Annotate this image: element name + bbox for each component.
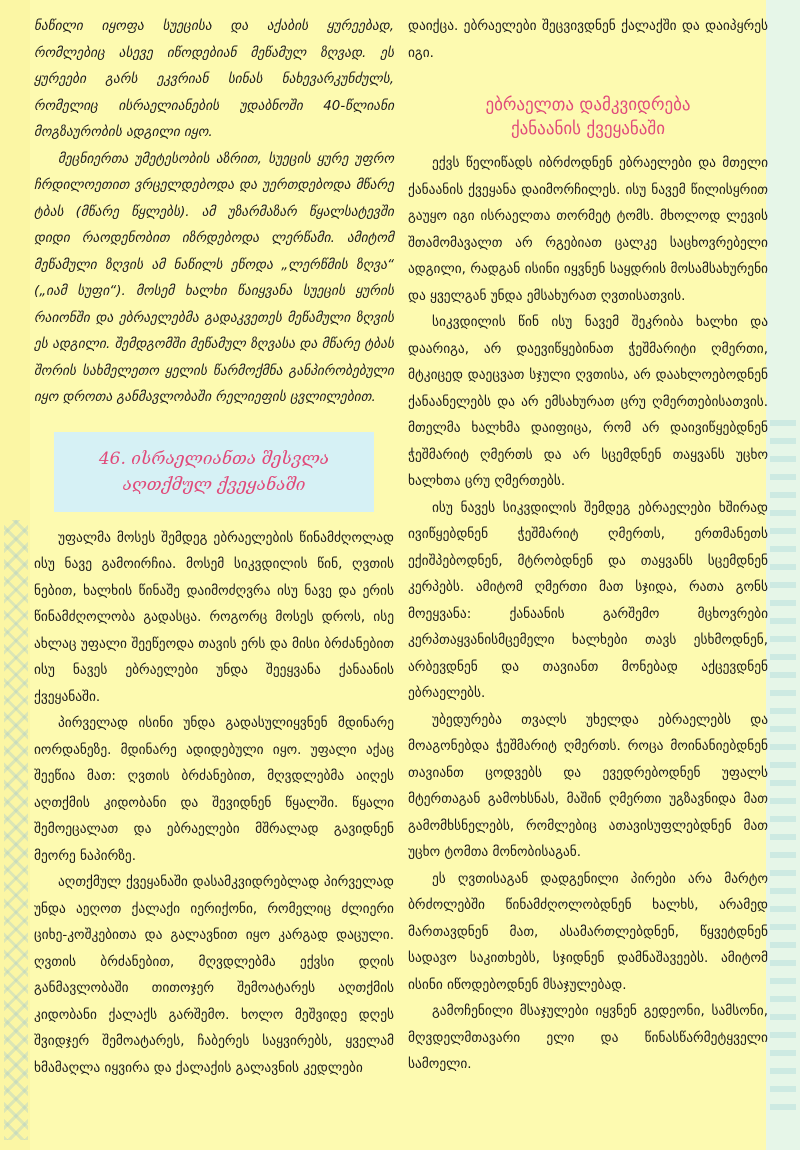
body-paragraph-4: ექვს წელიწადს იბრძოდნენ ებრაელები და მთელი ქანაანის ქვეყანა დაიმორჩილეს. ისუ ნავემ წილისყრით გაუყო იგი ისრაელთა თორმეტ ტომს. მხოლოდ ლევის შთამომავალთ არ რგებიათ ცალკე საცხოვრებელი ადგილი, რადგან ისინი იყვნენ საყდრის მოსამსახურენი და ყველგან უნდა ემსახურათ ღვთისათვის. xyxy=(408,156,768,304)
body-paragraph-6: ისუ ნავეს სიკვდილის შემდეგ ებრაელები ხშირად ივიწყებდნენ ჭეშმარიტ ღმერთს, ერთმანეთს ექიშპებოდნენ, მტრობდნენ და თაყვანს სცემდნენ კერპებს. ამიტომ ღმერთი მათ სჯიდა, რათა გონს მოეყვანა: ქანაანის გარშემო მცხოვრები კერპთაყვანისმცემელი ხალხები თავს ესხმოდნენ, არბევდნენ და თავიანთ მონებად აქცევდნენ ებრაელებს. xyxy=(408,500,768,701)
intro-paragraph-2: მეცნიერთა უმეტესობის აზრით, სუეცის ყურე უფრო ჩრდილოეთით ვრცელდებოდა და უერთდებოდა მწარე ტბას (მწარე წყლებს). ამ უზარმაზარ წყალსატევში დიდი რაოდენობით იზრდებოდა ლერწამი. ამიტომ მეწამული ზღვის ამ ნაწილს ეწოდა „ლერწმის ზღვა“ („იამ სუფი“). მოსემ ხალხი წაიყვანა სუეცის ყურის რაიონში და ებრაელებმა გადაკვეთეს მეწამული ზღვის ეს ადგილი. შემდგომში მეწამულ ზღვასა და მწარე ტბას შორის სახმელეთო ყელის წარმოქმნა განპირობებული იყო დროთა განმავლობაში რელიეფის ცვლილებით. xyxy=(34,151,394,405)
body-paragraph-2: პირველად ისინი უნდა გადასულიყვნენ მდინარე იორდანეზე. მდინარე ადიდებული იყო. უფალი აქაც შეეწია მათ: ღვთის ბრძანებით, მღვდლებმა აიღეს აღთქმის კიდობანი და შევიდნენ წყალში. წყალი შემოეცალათ და ებრაელები მშრალად გავიდნენ მეორე ნაპირზე. xyxy=(34,716,394,864)
body-paragraph-5: სიკვდილის წინ ისუ ნავემ შეკრიბა ხალხი და დაარიგა, არ დაევიწყებინათ ჭეშმარიტი ღმერთი, მტკიცედ დაეცვათ სჯული ღვთისა, არ დაახლოებოდნენ ქანაანელებს და არ ემსახურათ ცრუ ღმერთებისათვის. მთელმა ხალხმა დაიფიცა, რომ არ დაივიწყებდნენ ჭეშმარიტ ღმერთს და არ სცემდნენ თაყვანს უცხო ხალხთა ცრუ ღმერთებს. xyxy=(408,315,768,489)
right-column xyxy=(408,14,768,1079)
right-ornament-pattern xyxy=(770,420,796,1120)
body-paragraph-1: უფალმა მოსეს შემდეგ ებრაელების წინამძღოლად ისუ ნავე გამოირჩია. მოსემ სიკვდილის წინ, ღვთის ნებით, ხალხის წინაშე დაიმოძღვრა ისუ ნავე და ერის წინამძღოლობა გადასცა. როგორც მოსეს დროს, ისე ახლაც უფალი შეეწეოდა თავის ერს და მისი ბრძანებით ისუ ნავეს ებრაელები უნდა შეეყვანა ქანაანის ქვეყანაში. xyxy=(34,530,394,705)
body-paragraph-7: უბედურება თვალს უხელდა ებრაელებს და მოაგონებდა ჭეშმარიტ ღმერთს. როცა მოინანიებდნენ თავიანთ ცოდვებს და ევედრებოდნენ უფალს მტერთაგან გამოხსნას, მაშინ ღმერთი უგზავნიდა მათ გამომხსნელებს, რომლებიც ათავისუფლებდნენ მათ უცხო ტომთა მონობისაგან. xyxy=(408,712,768,860)
continuation-paragraph: დაიქცა. ებრაელები შეცვივდნენ ქალაქში და დაიპყრეს იგი. xyxy=(408,19,768,61)
subsection-heading-line-1: ებრაელთა დამკვიდრება xyxy=(485,95,691,115)
body-paragraph-8: ეს ღვთისაგან დადგენილი პირები არა მარტო ბრძოლებში წინამძღოლობდნენ ხალხს, არამედ მართავდნენ მათ, ასამართლებდნენ, წყვეტდნენ სადავო საკითხებს, სჯიდნენ დამნაშავეებს. ამიტომ ისინი იწოდებოდნენ მსაჯულებად. xyxy=(408,871,768,993)
body-paragraph-3: აღთქმულ ქვეყანაში დასამკვიდრებლად პირველად უნდა აეღოთ ქალაქი იერიქონი, რომელიც ძლიერი ციხე-კოშკებითა და გალავნით იყო კარგად დაცული. ღვთის ბრძანებით, მღვდლებმა ექვსი დღის განმავლობაში თითოჯერ შემოატარეს აღთქმის კიდობანი ქალაქს გარშემო. ხოლო მეშვიდე დღეს შვიდჯერ შემოატარეს, ჩაბერეს საყვირებს, ყველამ ხმამაღლა იყვირა და ქალაქის გალავნის კედლები xyxy=(34,875,394,1076)
left-column xyxy=(34,14,394,1082)
intro-paragraph-1: ნაწილი იყოფა სუეცისა და აქაბის ყურეებად, რომლებიც ასევე იწოდებიან მეწამულ ზღვად. ეს ყურეები გარს ეკვრიან სინას ნახევარკუნძულს, რომელიც ისრაელიანების უდაბნოში 40-წლიანი მოგზაურობის ადგილი იყო. xyxy=(34,19,394,140)
body-paragraph-9: გამოჩენილი მსაჯულები იყვნენ გედეონი, სამსონი, მღვდელმთავარი ელი და წინასწარმეტყველი სამოელი. xyxy=(408,1004,768,1072)
subsection-heading-line-2: ქანაანის ქვეყანაში xyxy=(510,119,666,139)
subsection-heading xyxy=(408,93,768,141)
section-heading-line-2: აღთქმულ ქვეყანაში xyxy=(122,474,306,495)
section-heading-line-1: 46. ისრაელიანთა შესვლა xyxy=(98,448,330,469)
section-heading-box xyxy=(54,432,374,512)
left-ornament-pattern xyxy=(4,520,28,1140)
